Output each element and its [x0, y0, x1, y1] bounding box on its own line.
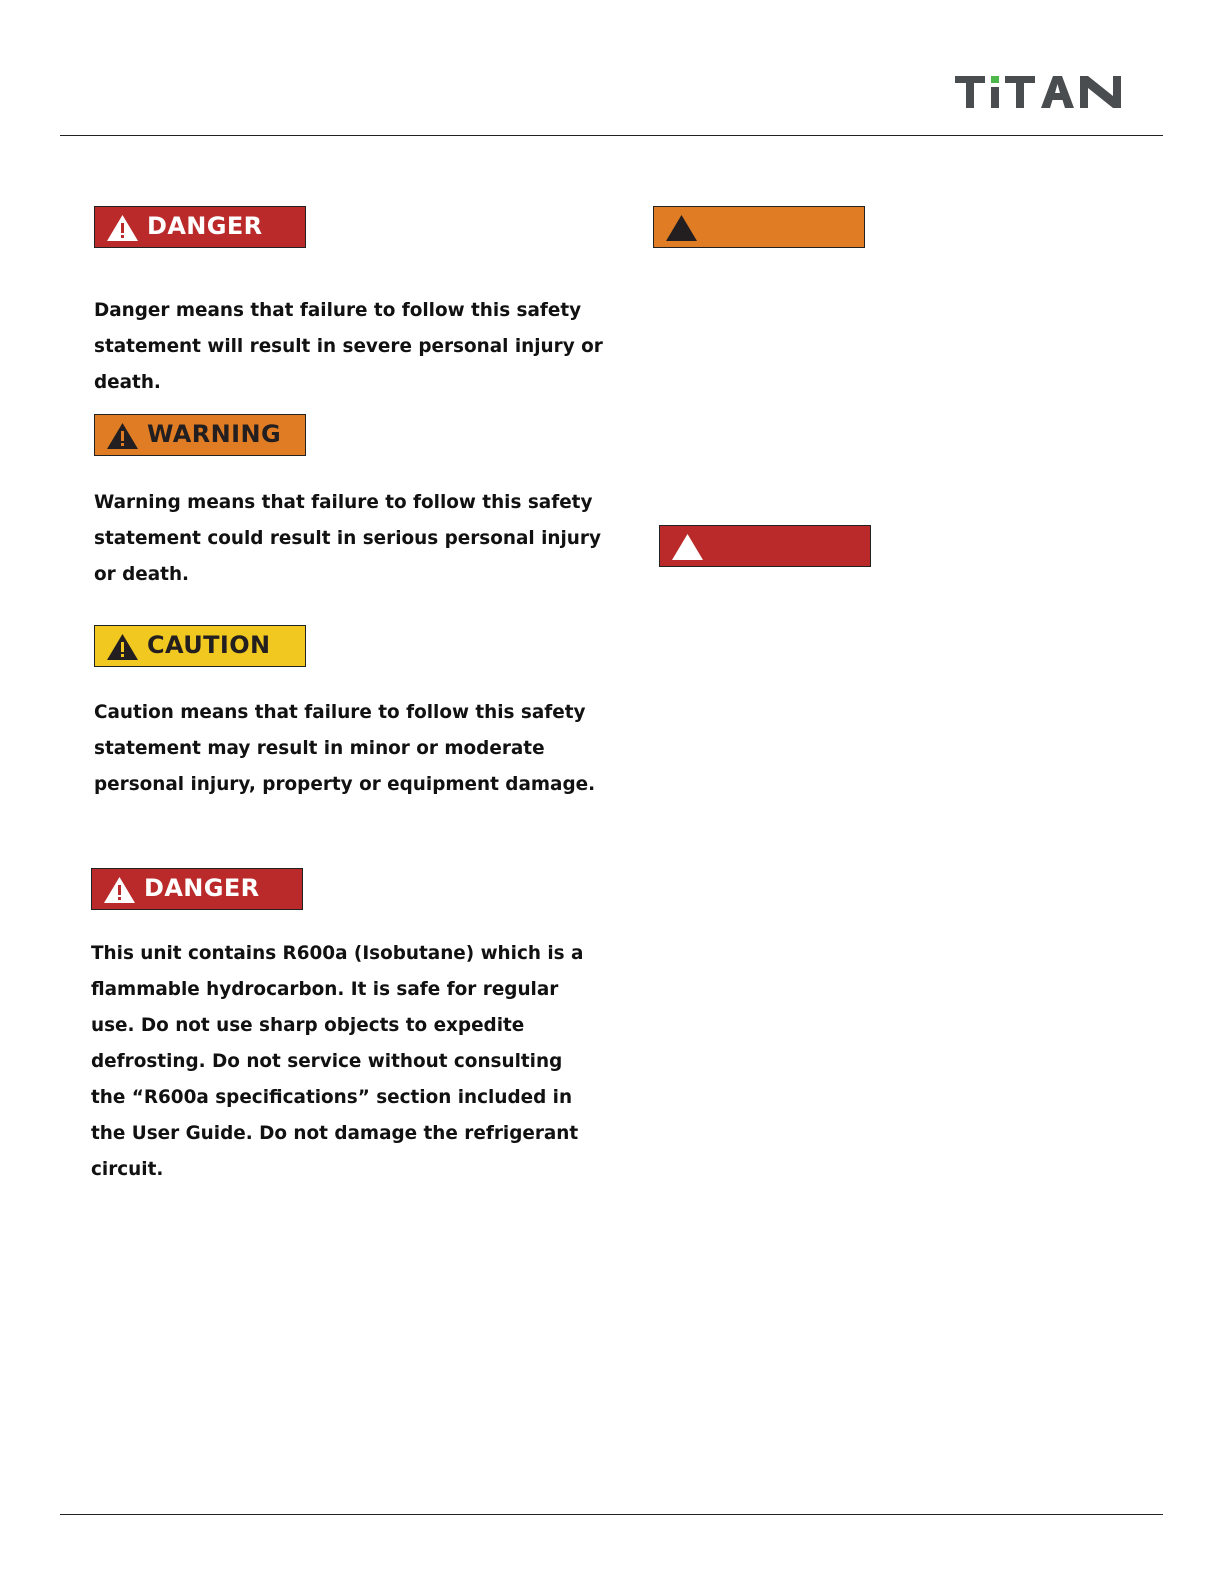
warning-triangle-icon	[671, 533, 704, 561]
header-rule	[60, 135, 1163, 136]
warning-label: WARNING	[147, 420, 282, 448]
warning-badge	[94, 414, 306, 456]
warning-definition: Warning means that failure to follow this safety statement could result in serious personal injury or death.	[94, 492, 601, 585]
danger-badge	[94, 206, 306, 248]
warning-triangle-icon	[106, 633, 139, 661]
caution-badge	[94, 625, 306, 667]
titan-logo	[955, 76, 1121, 108]
warning-triangle-icon	[665, 214, 698, 242]
r600a-notice: This unit contains R600a (Isobutane) which is a flammable hydrocarbon. It is safe for regular use. Do not use sharp objects to expedite defrosting. Do not service without consulting the “R600a specifications” section included in the User Guide. Do not damage the refrigerant circuit.	[91, 943, 584, 1180]
danger-label: DANGER	[147, 212, 263, 240]
danger-definition: Danger means that failure to follow this safety statement will result in severe personal injury or death.	[94, 300, 603, 393]
warning-triangle-icon	[106, 214, 139, 242]
danger-badge	[91, 868, 303, 910]
warning-triangle-icon	[103, 876, 136, 904]
blank-danger-badge	[659, 525, 871, 567]
danger-label: DANGER	[144, 874, 260, 902]
warning-triangle-icon	[106, 422, 139, 450]
blank-warning-badge	[653, 206, 865, 248]
caution-label: CAUTION	[147, 631, 271, 659]
caution-definition: Caution means that failure to follow this safety statement may result in minor or moderate personal injury, property or equipment damage.	[94, 702, 596, 795]
footer-rule	[60, 1514, 1163, 1515]
